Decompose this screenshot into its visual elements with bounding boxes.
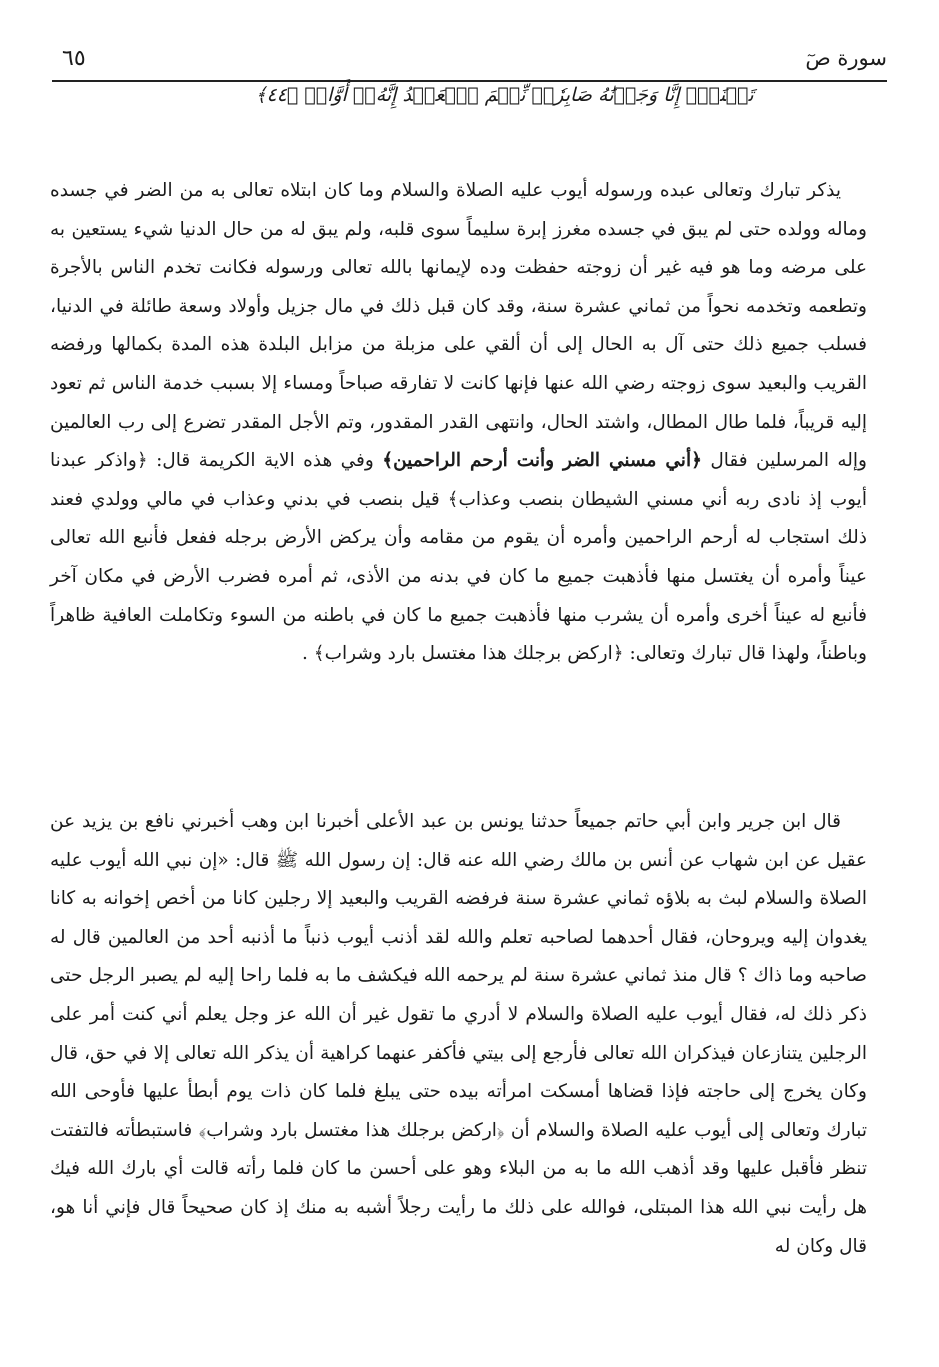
quran-verse-line: تَحۡنَثۡۗ إِنَّا وَجَدۡنَٰهُ صَابِرٗاۚ نِّعۡمَ ٱلۡعَبۡدُ إِنَّهُۥٓ أَوَّابٞ ﴿٤٤﴾ <box>255 84 754 106</box>
paragraph-ayyub-story <box>50 172 867 674</box>
paragraph-text: يذكر تبارك وتعالى عبده ورسوله أيوب عليه الصلاة والسلام وما كان ابتلاه تعالى به من الضر في جسده وماله وولده حتى لم يبق في جسده مغرز إبرة سليماً سوى قلبه، ولم يبق له من حال الدنيا شيء يستعين به على مرضه وما هو فيه غير أن زوجته حفظت وده لإيمانها بالله تعالى ورسوله فكانت تخدم الناس بالأجرة وتطعمه وتخدمه نحواً من ثماني عشرة سنة، وقد كان قبل ذلك في مال جزيل وأولاد وسعة طائلة في الدنيا، فسلب جميع ذلك حتى آل به الحال إلى أن ألقي على مزبلة من مزابل البلدة هذه المدة بكمالها ورفضه القريب والبعيد سوى زوجته رضي الله عنها فإنها كانت لا تفارقه صباحاً ومساء إلا بسبب خدمة الناس ثم تعود إليه قريباً، فلما طال المطال، واشتد الحال، وانتهى القدر المقدور، وتم الأجل المقدر تضرع إلى رب العالمين وإله المرسلين فقال <box>50 180 867 472</box>
page-number: ٦٥ <box>62 46 86 71</box>
quran-quote: ﴿اركض برجلك هذا مغتسل بارد وشراب﴾ <box>313 643 624 665</box>
quran-quote: ﴿أني مسني الضر وأنت أرحم الراحمين﴾ <box>382 450 702 472</box>
paragraph-hadith <box>50 803 867 1266</box>
quran-quote: ﴿واذكر عبدنا أيوب إذ نادى ربه أني مسني الشيطان بنصب وعذاب﴾ <box>50 450 867 510</box>
page-header <box>52 40 887 82</box>
paragraph-text: فاستبطأته فالتفتت تنظر فأقبل عليها وقد أذهب الله ما به من البلاء وهو على أحسن ما كان فلما رأته قالت أي بارك الله فيك هل رأيت نبي الله هذا المبتلى، فوالله على ذلك ما رأيت رجلاً أشبه به منك إذ كان صحيحاً قال فإني أنا هو، قال وكان له <box>50 1119 867 1257</box>
paragraph-text: وفي هذه الاية الكريمة قال: <box>156 450 374 472</box>
paragraph-text: . <box>301 643 308 665</box>
paragraph-text: قيل بنصب في بدني وعذاب في مالي وولدي فعند ذلك استجاب له أرحم الراحمين وأمره أن يقوم من مقامه وأن يركض الأرض برجله ففعل فأنبع الله تعالى عيناً وأمره أن يغتسل منها فأذهبت جميع ما كان في بدنه من الأذى، ثم أمره فضرب الأرض في مكان آخر فأنبع له عيناً أخرى وأمره أن يشرب منها فأذهبت جميع ما كان في باطنه من السوء وتكاملت العافية ظاهراً وباطناً، ولهذا قال تبارك وتعالى: <box>50 488 867 665</box>
paragraph-text: قال ابن جرير وابن أبي حاتم جميعاً حدثنا يونس بن عبد الأعلى أخبرنا ابن وهب أخبرني نافع بن يزيد عن عقيل عن ابن شهاب عن أنس بن مالك رضي الله عنه قال: إن رسول الله ﷺ قال: «إن نبي الله أيوب عليه الصلاة والسلام لبث به بلاؤه ثماني عشرة سنة فرفضه القريب والبعيد إلا رجلين كانا من أخص إخوانه به كانا يغدوان إليه ويروحان، فقال أحدهما لصاحبه تعلم والله لقد أذنب أيوب ذنباً ما أذنبه أحد من العالمين قال له صاحبه وما ذاك ؟ قال منذ ثماني عشرة سنة لم يرحمه الله فيكشف ما به فلما راحا إليه لم يصبر الرجل حتى ذكر ذلك له، فقال أيوب عليه الصلاة والسلام لا أدري ما تقول غير أن الله عز وجل يعلم أني كنت أمر على الرجلين يتنازعان فيذكران الله تعالى فأرجع إلى بيتي فأكفر عنهما كراهية أن يذكر الله تعالى إلا في حق، قال وكان يخرج إلى حاجته فإذا قضاها أمسكت امرأته بيده حتى يبلغ فلما كان ذات يوم أبطأ عليها فأوحى الله تبارك وتعالى إلى أيوب عليه الصلاة والسلام أن <box>50 811 867 1141</box>
quran-quote: ﴿اركض برجلك هذا مغتسل بارد وشراب﴾ <box>198 1119 505 1141</box>
surah-name: سورة صٓ <box>805 46 887 70</box>
